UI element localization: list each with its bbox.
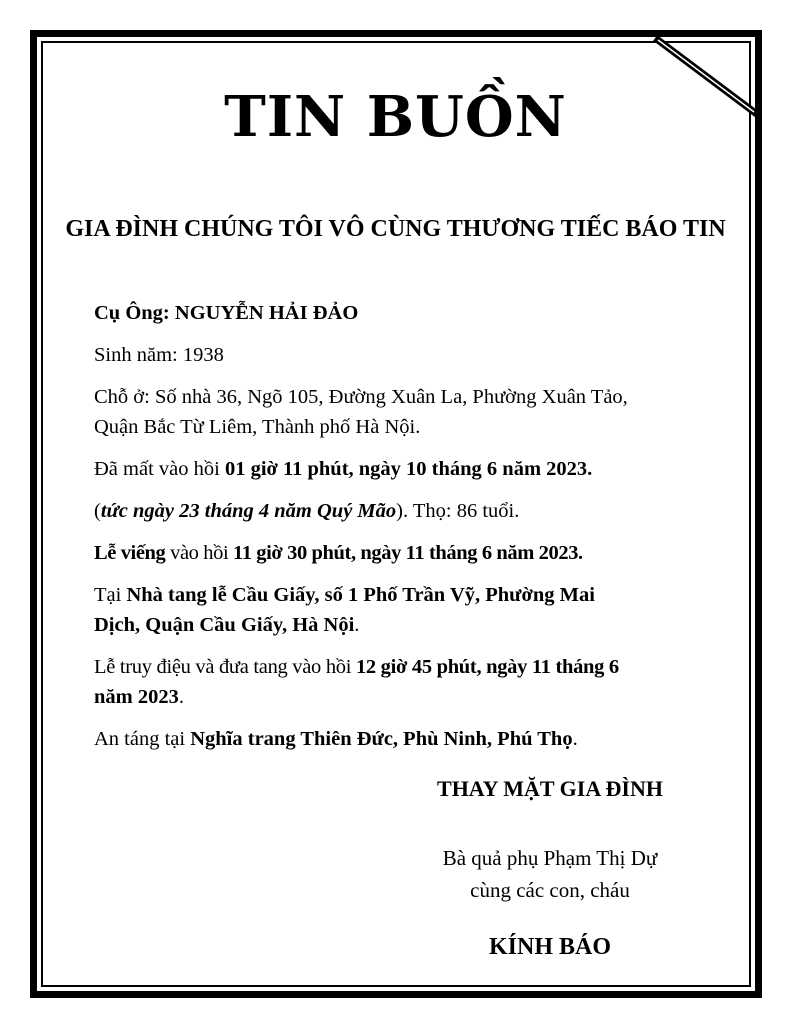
viewing-mid: vào hồi <box>165 542 233 564</box>
closing-text: KÍNH BÁO <box>488 934 611 960</box>
death-prefix: Đã mất vào hồi <box>94 458 225 480</box>
viewing-label: Lễ viếng <box>94 542 166 564</box>
memorial-time-1: 12 giờ 45 phút, ngày 11 tháng 6 <box>355 656 619 678</box>
birth-year: Sinh năm: 1938 <box>94 344 224 366</box>
venue-line-1 <box>94 580 714 610</box>
burial-prefix: An táng tại <box>94 728 191 750</box>
death-line <box>94 454 714 484</box>
venue-text-2: Dịch, Quận Cầu Giấy, Hà Nội <box>94 614 355 636</box>
viewing-time: 11 giờ 30 phút, ngày 11 tháng 6 năm 2023. <box>232 542 583 564</box>
signature-heading-text: THAY MẶT GIA ĐÌNH <box>437 776 663 801</box>
viewing-line <box>94 538 714 568</box>
memorial-time-2: năm 2023 <box>94 686 179 708</box>
signature-family: cùng các con, cháu <box>470 878 630 902</box>
deceased-prefix: Cụ Ông: <box>94 302 175 324</box>
burial-place: Nghĩa trang Thiên Đức, Phù Ninh, Phú Thọ <box>190 728 573 750</box>
burial-line <box>94 724 714 754</box>
venue-line-2 <box>94 610 714 640</box>
memorial-end: . <box>178 686 184 708</box>
venue-text-1: Nhà tang lễ Cầu Giấy, số 1 Phố Trần Vỹ, Phường Mai <box>126 584 595 606</box>
lunar-close-age: ). Thọ: 86 tuổi. <box>396 500 520 522</box>
address-line-1: Chỗ ở: Số nhà 36, Ngõ 105, Đường Xuân La, Phường Xuân Tảo, <box>94 386 628 408</box>
border-tab-top-left <box>30 46 37 80</box>
memorial-line-2 <box>94 682 714 712</box>
deceased-line <box>94 298 714 328</box>
death-time: 01 giờ 11 phút, ngày 10 tháng 6 năm 2023. <box>224 458 593 480</box>
memorial-prefix: Lễ truy điệu và đưa tang vào hồi <box>94 656 356 678</box>
deceased-name: NGUYỄN HẢI ĐẢO <box>174 302 359 324</box>
lunar-line <box>94 496 714 526</box>
signature-widow: Bà quả phụ Phạm Thị Dự <box>442 846 658 870</box>
venue-prefix: Tại <box>94 584 127 606</box>
lunar-open: ( <box>94 500 101 522</box>
border-tab-bottom-right <box>755 950 762 984</box>
memorial-line-1 <box>94 652 714 682</box>
address-line-2: Quận Bắc Từ Liêm, Thành phố Hà Nội. <box>94 416 421 438</box>
lunar-date: tức ngày 23 tháng 4 năm Quý Mão <box>100 500 397 522</box>
venue-end: . <box>354 614 360 636</box>
burial-end: . <box>572 728 578 750</box>
obituary-body <box>94 298 714 754</box>
page-title: TIN BUỒN <box>224 84 567 150</box>
announcement-heading: GIA ĐÌNH CHÚNG TÔI VÔ CÙNG THƯƠNG TIẾC BÁO TIN <box>65 216 726 242</box>
